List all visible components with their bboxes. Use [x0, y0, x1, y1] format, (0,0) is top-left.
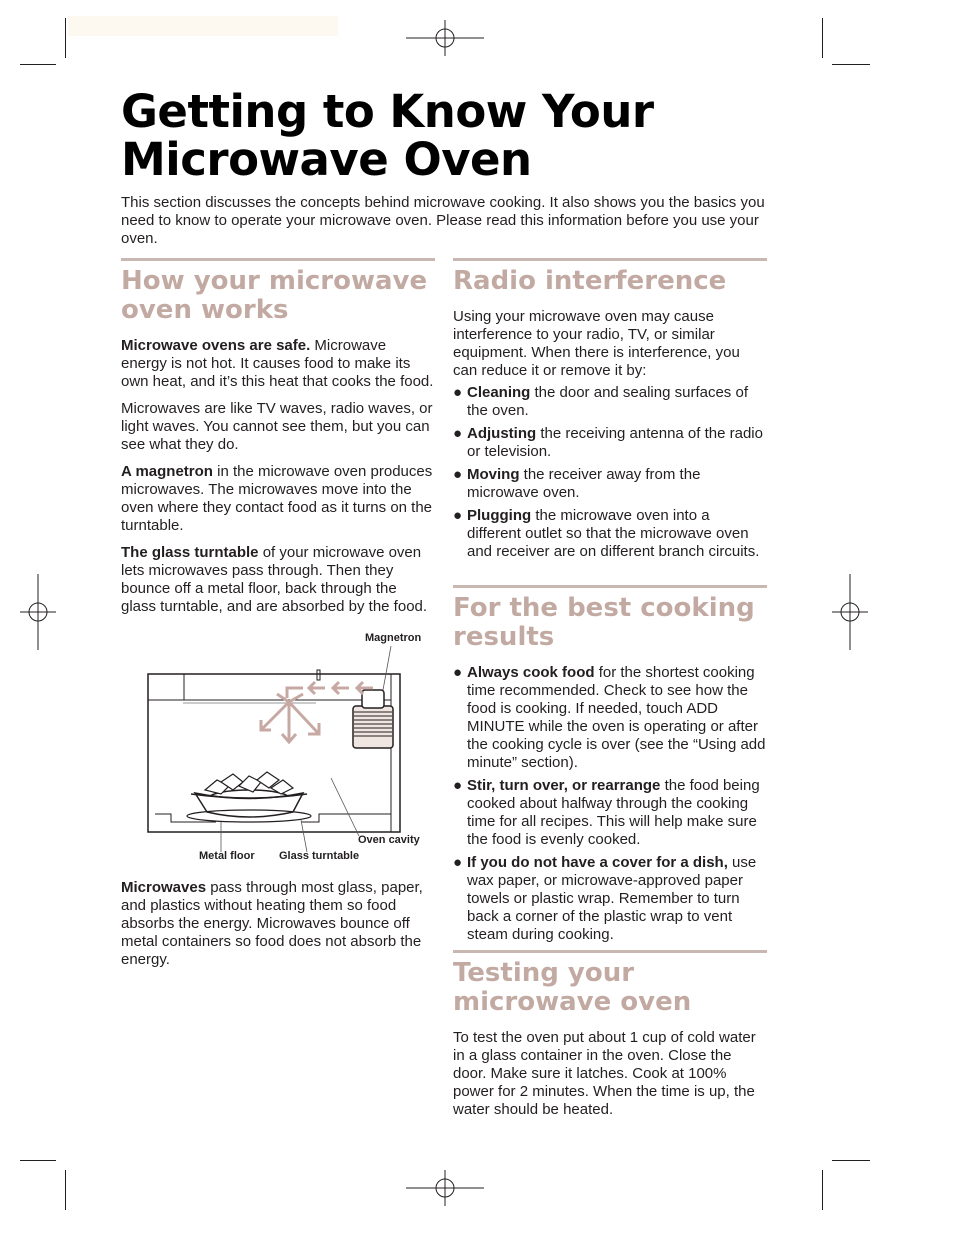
best-results-section — [453, 585, 767, 949]
section-rule — [121, 258, 435, 261]
best-results-bullet-list — [453, 664, 767, 944]
body-paragraph: The glass turntable of your microwave oven lets microwaves pass through. Then they bounce off a metal floor, back through the glass turntable, and are absorbed by the food. — [121, 544, 428, 615]
list-item: ● Plugging the microwave oven into a different outlet so that the microwave oven and receiver are on different branch circuits. — [453, 507, 760, 560]
list-item: ● If you do not have a cover for a dish, use wax paper, or microwave-approved paper towels or plastic wrap. Remember to turn back a corner of the plastic wrap to vent steam during cooking. — [453, 854, 757, 943]
registration-mark-icon — [832, 574, 868, 650]
section-heading-best-results: For the best cooking results — [453, 593, 755, 652]
label-metal-floor: Metal floor — [199, 850, 255, 862]
crop-mark — [822, 1170, 823, 1210]
microwave-diagram — [121, 630, 433, 870]
crop-mark — [20, 64, 56, 65]
crop-mark — [822, 18, 823, 58]
label-magnetron: Magnetron — [365, 632, 422, 644]
section-heading-how-it-works: How your microwave oven works — [121, 266, 428, 325]
testing-section — [453, 950, 767, 1128]
crop-mark — [20, 1160, 56, 1161]
body-paragraph: Microwaves pass through most glass, paper, and plastics without heating them so food absorbs the energy. Microwaves bounce off metal containers so food does not absorb the energy. — [121, 879, 423, 968]
registration-mark-icon — [406, 1170, 484, 1206]
crop-mark — [832, 1160, 870, 1161]
list-item: ● Always cook food for the shortest cooking time recommended. Check to see how the food is cooking. If needed, touch ADD MINUTE while the oven is operating or after the cooking cycle is over (see the “Using add minute” section). — [453, 664, 766, 771]
body-paragraph: Microwave ovens are safe. Microwave energy is not hot. It causes food to make its own heat, and it’s this heat that cooks the food. — [121, 337, 434, 390]
crop-mark — [832, 64, 870, 65]
list-item: ● Stir, turn over, or rearrange the food being cooked about halfway through the cooking time for all recipes. This will help make sure the food is evenly cooked. — [453, 777, 760, 848]
crop-mark — [65, 18, 66, 58]
registration-mark-icon — [20, 574, 56, 650]
list-item: ● Moving the receiver away from the microwave oven. — [453, 466, 701, 501]
color-bar — [68, 16, 338, 36]
crop-mark — [65, 1170, 66, 1210]
page-title: Getting to Know Your Microwave Oven — [121, 85, 654, 186]
radio-bullet-list — [453, 384, 767, 561]
section-rule — [453, 950, 767, 953]
section-rule — [453, 585, 767, 588]
body-paragraph: Using your microwave oven may cause interference to your radio, TV, or similar equipment. When there is interference, you can reduce it or remove it by: — [453, 308, 740, 379]
left-column — [121, 258, 435, 625]
section-heading-testing: Testing your microwave oven — [453, 958, 692, 1017]
intro-paragraph: This section discusses the concepts behind microwave cooking. It also shows you the basics you need to know to operate your microwave oven. Please read this information before you use your oven. — [121, 194, 765, 247]
section-rule — [453, 258, 767, 261]
label-glass-turntable: Glass turntable — [279, 850, 360, 862]
radio-section — [453, 258, 767, 566]
left-column-bottom — [121, 879, 435, 978]
section-heading-radio: Radio interference — [453, 266, 727, 296]
body-paragraph: A magnetron in the microwave oven produces microwaves. The microwaves move into the oven where they contact food as it turns on the turntable. — [121, 463, 433, 534]
registration-mark-icon — [406, 20, 484, 56]
list-item: ● Adjusting the receiving antenna of the radio or television. — [453, 425, 763, 460]
list-item: ● Cleaning the door and sealing surfaces of the oven. — [453, 384, 748, 419]
body-paragraph: Microwaves are like TV waves, radio waves, or light waves. You cannot see them, but you can see what they do. — [121, 400, 433, 453]
label-oven-cavity: Oven cavity — [358, 834, 420, 846]
body-paragraph: To test the oven put about 1 cup of cold water in a glass container in the oven. Close the door. Make sure it latches. Cook at 100% power for 2 minutes. When the time is up, the water should be heated. — [453, 1029, 756, 1118]
